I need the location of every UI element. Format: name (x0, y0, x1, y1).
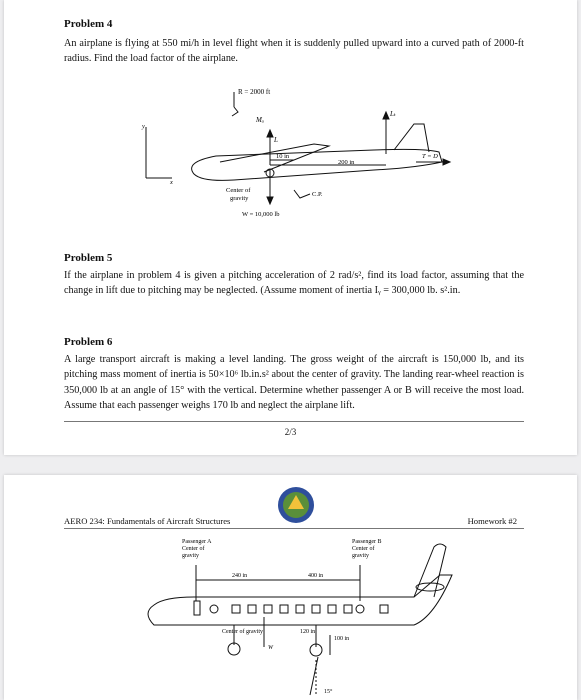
window (312, 605, 320, 613)
dist-10-label: 10 in (276, 153, 290, 160)
problem-6-text: A large transport aircraft is making a level landing. The gross weight of the aircraft is 150,000 lb, and its pitching mass moment of inertia is 50×10⁶ lb.in.s² about the center of gravity. The landing rear-wheel reaction is 350,000 lb at an angle of 15° with the vertical. Determine whether passenger A or B will receive the most load. Assume that each passenger weighs 170 lb and neglect the airplane lift. (64, 354, 524, 412)
page-number: 2/3 (284, 427, 297, 437)
problem-6-title: Problem 6 (64, 336, 113, 348)
passenger-a-line1: Passenger A (182, 539, 212, 545)
passenger-b-line3: gravity (352, 553, 369, 559)
lift-arrowhead (267, 130, 273, 137)
homework-header: Homework #2 (467, 516, 517, 526)
cg-label-line2: gravity (230, 195, 249, 202)
cg-label-line1: Center of (226, 187, 251, 194)
x-axis-label: x (170, 179, 173, 186)
window (296, 605, 304, 613)
window (328, 605, 336, 613)
radius-label: R = 2000 ft (238, 88, 271, 96)
dist-200-label: 200 in (338, 159, 355, 166)
window (280, 605, 288, 613)
reaction-force-arrow (310, 657, 318, 695)
passenger-a-marker (194, 601, 200, 615)
problem-5-title: Problem 5 (64, 252, 113, 264)
weight-arrowhead (267, 197, 273, 204)
passenger-a-line2: Center of (182, 546, 205, 552)
window (380, 605, 388, 613)
cg-symbol (210, 605, 218, 613)
thrust-label: T = D (422, 153, 438, 160)
transport-aircraft-figure (134, 535, 464, 700)
angle-label: 15° (324, 689, 333, 695)
vertical-tail (394, 124, 429, 152)
cp-label: C.P. (312, 191, 323, 198)
dist-120-label: 120 in (300, 629, 316, 635)
window (264, 605, 272, 613)
passenger-b-line2: Center of (352, 546, 375, 552)
dist-240-label: 240 in (232, 573, 248, 579)
document-page-1 (4, 0, 577, 455)
course-header: AERO 234: Fundamentals of Aircraft Structures (64, 516, 231, 526)
horizontal-stabilizer (416, 583, 444, 591)
window-row (232, 605, 388, 613)
thrust-arrowhead (443, 159, 450, 165)
problem-4-title: Problem 4 (64, 18, 113, 30)
weight-label: W (268, 645, 273, 651)
window (344, 605, 352, 613)
header-divider (64, 528, 524, 529)
dist-400-label: 400 in (308, 573, 324, 579)
lift-label: L (274, 136, 278, 144)
tail-lift-arrowhead (383, 112, 389, 119)
problem-5-text: If the airplane in problem 4 is given a pitching acceleration of 2 rad/s², find its load factor, assuming that the change in lift due to pitching may be neglected. (Assume moment of inertia Iᵧ = 300,000 lb. s².in. (64, 270, 524, 297)
wing-outline (220, 144, 329, 172)
weight-label: W = 10,000 lb (242, 211, 280, 218)
passenger-a-line3: gravity (182, 553, 199, 559)
tail-lift-label: Lₜ (390, 110, 396, 118)
window (232, 605, 240, 613)
dist-100-label: 100 in (334, 636, 350, 642)
passenger-b-line1: Passenger B (352, 539, 382, 545)
cg-label: Center of gravity (222, 629, 263, 635)
airplane-pullup-figure (124, 82, 454, 232)
radius-zigzag (232, 107, 238, 116)
document-page-2 (4, 475, 577, 700)
moment-label: Mₐ (256, 116, 264, 124)
cp-pointer (294, 190, 310, 198)
problem-4-text: An airplane is flying at 550 mi/h in level flight when it is suddenly pulled upward into a curved path of 2000-ft radius. Find the load factor of the airplane. (64, 38, 524, 65)
window (248, 605, 256, 613)
passenger-b-cg-symbol (356, 605, 364, 613)
fuselage-outline (148, 575, 452, 625)
page-divider (64, 421, 524, 422)
university-logo (276, 485, 316, 525)
y-axis-label: y (142, 123, 145, 130)
